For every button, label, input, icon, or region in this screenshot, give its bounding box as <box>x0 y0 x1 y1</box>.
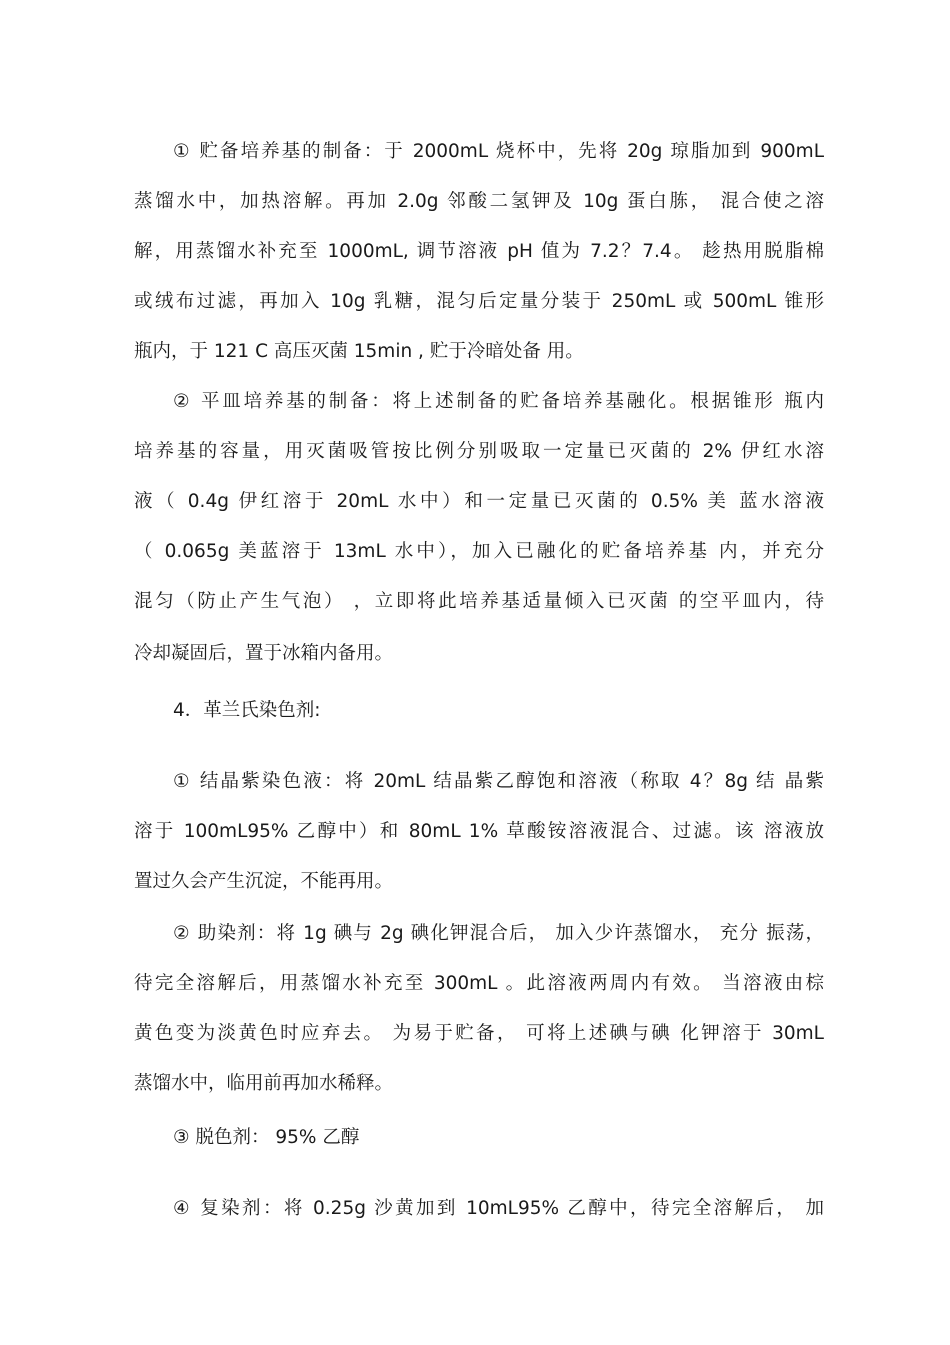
paragraph-4-line-2: 待完全溶解后，用蒸馏水补充至 300mL 。此溶液两周内有效。 当溶液由棕 <box>134 973 824 994</box>
paragraph-1-line-1: ① 贮备培养基的制备：于 2000mL 烧杯中，先将 20g 琼脂加到 900mL <box>173 141 824 162</box>
paragraph-1-line-3: 解，用蒸馏水补充至 1000mL, 调节溶液 pH 值为 7.2？7.4。 趁热用脱脂棉 <box>134 241 824 262</box>
paragraph-2-line-3: 液（ 0.4g 伊红溶于 20mL 水中）和一定量已灭菌的 0.5% 美 蓝水溶液 <box>134 491 824 512</box>
paragraph-3-line-2: 溶于 100mL95% 乙醇中）和 80mL 1% 草酸铵溶液混合、过滤。该 溶液放 <box>134 821 824 842</box>
paragraph-1-line-5: 瓶内，于 121 C 高压灭菌 15min , 贮于冷暗处备 用。 <box>134 341 584 362</box>
paragraph-3-line-3: 置过久会产生沉淀，不能再用。 <box>134 871 394 892</box>
paragraph-2-line-6: 冷却凝固后，置于冰箱内备用。 <box>134 643 394 664</box>
paragraph-2-line-2: 培养基的容量，用灭菌吸管按比例分别吸取一定量已灭菌的 2% 伊红水溶 <box>134 441 824 462</box>
paragraph-3-line-1: ① 结晶紫染色液：将 20mL 结晶紫乙醇饱和溶液（称取 4？8g 结 晶紫 <box>173 771 824 792</box>
section-heading-4: 4．革兰氏染色剂: <box>173 700 321 721</box>
paragraph-1-line-2: 蒸馏水中，加热溶解。再加 2.0g 邻酸二氢钾及 10g 蛋白胨， 混合使之溶 <box>134 191 824 212</box>
paragraph-5-line-1: ③ 脱色剂： 95% 乙醇 <box>173 1127 360 1148</box>
paragraph-2-line-4: （ 0.065g 美蓝溶于 13mL 水中），加入已融化的贮备培养基 内，并充分 <box>134 541 824 562</box>
paragraph-2-line-1: ② 平皿培养基的制备：将上述制备的贮备培养基融化。根据锥形 瓶内 <box>173 391 824 412</box>
paragraph-1-line-4: 或绒布过滤，再加入 10g 乳糖，混匀后定量分装于 250mL 或 500mL 锥形 <box>134 291 824 312</box>
paragraph-6-line-1: ④ 复染剂：将 0.25g 沙黄加到 10mL95% 乙醇中，待完全溶解后， 加 <box>173 1198 824 1219</box>
paragraph-4-line-1: ② 助染剂：将 1g 碘与 2g 碘化钾混合后， 加入少许蒸馏水， 充分 振荡， <box>173 923 824 944</box>
paragraph-4-line-4: 蒸馏水中，临用前再加水稀释。 <box>134 1073 394 1094</box>
paragraph-4-line-3: 黄色变为淡黄色时应弃去。 为易于贮备， 可将上述碘与碘 化钾溶于 30mL <box>134 1023 824 1044</box>
paragraph-2-line-5: 混匀（防止产生气泡） ，立即将此培养基适量倾入已灭菌 的空平皿内，待 <box>134 591 824 612</box>
